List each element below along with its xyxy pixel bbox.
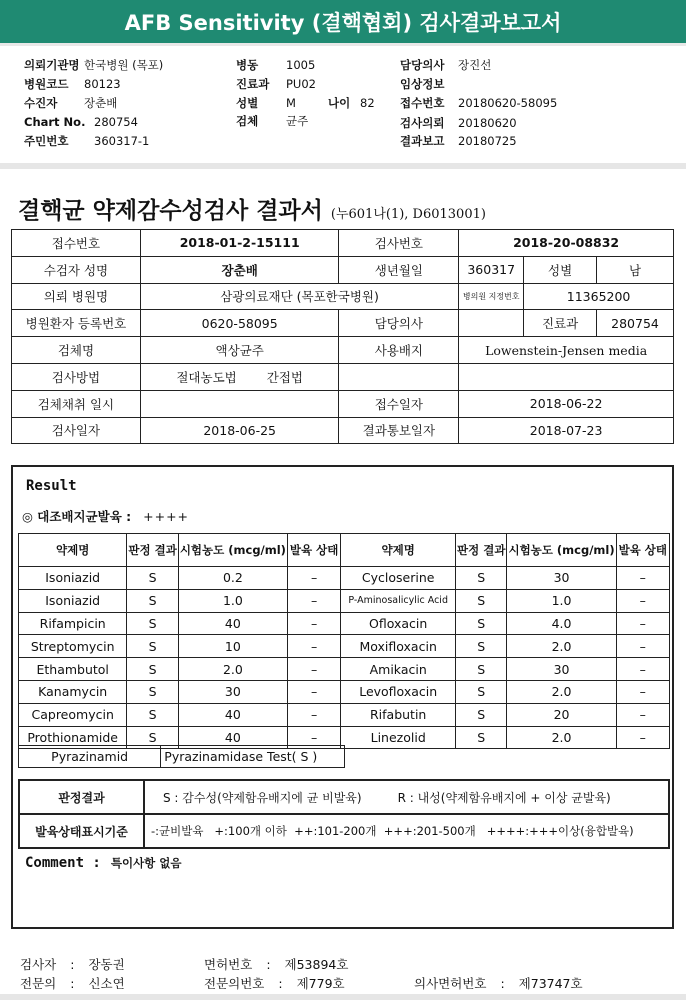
test-concentration: 10 bbox=[178, 635, 287, 658]
judge-header: 판정 결과 bbox=[456, 534, 507, 567]
medium-label: 사용배지 bbox=[339, 337, 459, 364]
footer-license: 면허번호 : 제53894호 bbox=[204, 957, 349, 972]
table-row bbox=[19, 567, 670, 590]
drug-table-header bbox=[19, 534, 670, 567]
test-concentration: 0.2 bbox=[178, 567, 287, 590]
test-concentration: 40 bbox=[178, 703, 287, 726]
institution-label: 의뢰기관명 bbox=[24, 58, 80, 72]
table-row bbox=[19, 680, 670, 703]
conc-header: 시험농도 (mcg/ml) bbox=[178, 534, 287, 567]
growth-status: – bbox=[287, 658, 340, 681]
institution-value: 한국병원 (목포) bbox=[84, 58, 164, 72]
judge-result: S bbox=[127, 658, 178, 681]
specialist-value: 신소연 bbox=[88, 976, 125, 991]
table-row bbox=[19, 780, 669, 814]
specimen-label: 검체 bbox=[236, 114, 259, 128]
method-1: 절대농도법 bbox=[176, 369, 237, 385]
judge-r: R : 내성(약제함유배지에 + 이상 균발육) bbox=[397, 790, 611, 805]
judge-result: S bbox=[127, 680, 178, 703]
chart-no-label: Chart No. bbox=[24, 115, 86, 129]
patient-label: 수진자 bbox=[24, 96, 58, 110]
chart-no-value: 280754 bbox=[94, 115, 138, 129]
table-row bbox=[19, 814, 669, 848]
age-value: 82 bbox=[360, 96, 375, 110]
growth-status: – bbox=[287, 589, 340, 612]
growth-status: – bbox=[287, 635, 340, 658]
judge-legend-label: 판정결과 bbox=[19, 780, 144, 814]
result-title: Result bbox=[26, 478, 77, 494]
test-concentration: 30 bbox=[507, 567, 616, 590]
test-concentration: 2.0 bbox=[507, 680, 616, 703]
reg-no-label: 병원환자 등록번호 bbox=[12, 310, 141, 337]
growth-status: – bbox=[287, 680, 340, 703]
empty-cell bbox=[339, 363, 459, 390]
growth-status: – bbox=[616, 589, 669, 612]
name-label: 수검자 성명 bbox=[12, 256, 141, 283]
comment-value: 특이사항 없음 bbox=[110, 856, 182, 870]
drug-name: Ethambutol bbox=[19, 658, 127, 681]
specialist-label: 전문의 bbox=[20, 976, 57, 991]
specialist-no-value: 제779호 bbox=[296, 976, 345, 991]
test-no-value: 2018-20-08832 bbox=[459, 230, 674, 257]
judge-result: S bbox=[127, 635, 178, 658]
legend-table bbox=[18, 779, 670, 849]
pyrazinamid-table bbox=[18, 745, 345, 768]
judge-s: S : 감수성(약제함유배지에 균 비발육) bbox=[163, 790, 362, 805]
receipt-no-label: 접수번호 bbox=[12, 230, 141, 257]
report-header: AFB Sensitivity (결핵협회) 검사결과보고서 bbox=[0, 0, 686, 46]
dept-label: 진료과 bbox=[524, 310, 597, 337]
growth-status: – bbox=[287, 726, 340, 749]
footer-tester: 검사자 : 장동권 bbox=[20, 957, 125, 972]
drug-name: Capreomycin bbox=[19, 703, 127, 726]
drug-name: Ofloxacin bbox=[341, 612, 456, 635]
test-concentration: 40 bbox=[178, 726, 287, 749]
test-concentration: 20 bbox=[507, 703, 616, 726]
specimen-label: 검체명 bbox=[12, 337, 141, 364]
judge-result: S bbox=[127, 726, 178, 749]
conc-header: 시험농도 (mcg/ml) bbox=[507, 534, 616, 567]
collect-value bbox=[140, 390, 339, 417]
judge-result: S bbox=[456, 612, 507, 635]
drug-name: Cycloserine bbox=[341, 567, 456, 590]
department-value: PU02 bbox=[286, 77, 316, 91]
judge-result: S bbox=[127, 612, 178, 635]
doctor-label: 담당의사 bbox=[339, 310, 459, 337]
designated-value: 11365200 bbox=[524, 283, 674, 310]
ward-value: 1005 bbox=[286, 58, 316, 72]
growth-legend-value: -:균비발육 +:100개 이하 ++:101-200개 +++:201-500개 ++++:+++이상(융합발육) bbox=[144, 814, 669, 848]
reg-no-value: 0620-58095 bbox=[140, 310, 339, 337]
received-value: 2018-06-22 bbox=[459, 390, 674, 417]
footer-specialist: 전문의 : 신소연 bbox=[20, 976, 125, 991]
hospital-code-label: 병원코드 bbox=[24, 77, 69, 91]
hospital-label: 의뢰 병원명 bbox=[12, 283, 141, 310]
test-no-label: 검사번호 bbox=[339, 230, 459, 257]
test-concentration: 1.0 bbox=[178, 589, 287, 612]
specimen-value: 액상균주 bbox=[140, 337, 339, 364]
table-row bbox=[12, 363, 674, 390]
judge-result: S bbox=[456, 680, 507, 703]
collect-label: 검체채취 일시 bbox=[12, 390, 141, 417]
receipt-no-value: 2018-01-2-15111 bbox=[140, 230, 339, 257]
judge-result: S bbox=[456, 658, 507, 681]
test-concentration: 2.0 bbox=[507, 635, 616, 658]
table-row bbox=[12, 230, 674, 257]
drug-name: Streptomycin bbox=[19, 635, 127, 658]
hospital-value: 삼광의료재단 (목포한국병원) bbox=[140, 283, 458, 310]
license-label: 면허번호 bbox=[204, 957, 253, 972]
judge-result: S bbox=[456, 635, 507, 658]
drug-header: 약제명 bbox=[341, 534, 456, 567]
growth-status: – bbox=[616, 680, 669, 703]
growth-legend-label: 발육상태표시기준 bbox=[19, 814, 144, 848]
test-concentration: 40 bbox=[178, 612, 287, 635]
age-label: 나이 bbox=[328, 96, 351, 110]
drug-name: Prothionamide bbox=[19, 726, 127, 749]
drug-name: Linezolid bbox=[341, 726, 456, 749]
table-row bbox=[12, 337, 674, 364]
drug-name: Moxifloxacin bbox=[341, 635, 456, 658]
growth-status: – bbox=[287, 612, 340, 635]
birth-label: 생년월일 bbox=[339, 256, 459, 283]
drug-name: Isoniazid bbox=[19, 589, 127, 612]
table-row bbox=[12, 417, 674, 444]
report-code: (누601나(1), D6013001) bbox=[330, 207, 486, 222]
test-concentration: 2.0 bbox=[178, 658, 287, 681]
drug-header: 약제명 bbox=[19, 534, 127, 567]
pyrazinamid-drug: Pyrazinamid bbox=[19, 746, 161, 768]
drug-table bbox=[18, 533, 670, 749]
empty-cell bbox=[459, 363, 674, 390]
test-concentration: 2.0 bbox=[507, 726, 616, 749]
report-date-value: 20180725 bbox=[458, 134, 517, 148]
growth-status: – bbox=[616, 567, 669, 590]
judge-legend-value bbox=[144, 780, 669, 814]
judge-result: S bbox=[127, 589, 178, 612]
name-value: 장춘배 bbox=[140, 256, 339, 283]
doctor-value: 장진선 bbox=[458, 58, 492, 72]
doctor-value bbox=[459, 310, 524, 337]
tester-value: 장동권 bbox=[88, 957, 125, 972]
request-date-value: 20180620 bbox=[458, 116, 517, 130]
specimen-value: 균주 bbox=[286, 114, 309, 128]
patient-info bbox=[0, 50, 686, 162]
control-value: ++++ bbox=[143, 509, 190, 524]
table-row bbox=[19, 703, 670, 726]
growth-status: – bbox=[616, 635, 669, 658]
report-title-text: 결핵균 약제감수성검사 결과서 bbox=[18, 197, 323, 224]
growth-header: 발육 상태 bbox=[287, 534, 340, 567]
doctor-license-label: 의사면허번호 bbox=[414, 976, 487, 991]
drug-name: Kanamycin bbox=[19, 680, 127, 703]
doctor-license-value: 제73747호 bbox=[518, 976, 583, 991]
judge-result: S bbox=[456, 703, 507, 726]
test-concentration: 30 bbox=[178, 680, 287, 703]
section-divider bbox=[0, 163, 686, 169]
doctor-label: 담당의사 bbox=[400, 58, 445, 72]
notify-label: 결과통보일자 bbox=[339, 417, 459, 444]
drug-name: Levofloxacin bbox=[341, 680, 456, 703]
specialist-no-label: 전문의번호 bbox=[204, 976, 265, 991]
drug-name: Isoniazid bbox=[19, 567, 127, 590]
ward-label: 병동 bbox=[236, 58, 259, 72]
patient-value: 장춘배 bbox=[84, 96, 118, 110]
clinical-info-label: 임상정보 bbox=[400, 77, 445, 91]
dept-value: 280754 bbox=[597, 310, 674, 337]
growth-status: – bbox=[616, 612, 669, 635]
test-concentration: 4.0 bbox=[507, 612, 616, 635]
judge-result: S bbox=[456, 726, 507, 749]
judge-result: S bbox=[127, 703, 178, 726]
bottom-divider bbox=[0, 994, 686, 1000]
method-value bbox=[140, 363, 339, 390]
judge-result: S bbox=[127, 567, 178, 590]
drug-name: Rifampicin bbox=[19, 612, 127, 635]
table-row bbox=[12, 283, 674, 310]
sex-label: 성별 bbox=[236, 96, 259, 110]
sex-value: 남 bbox=[597, 256, 674, 283]
method-label: 검사방법 bbox=[12, 363, 141, 390]
pyrazinamid-test: Pyrazinamidase Test( S ) bbox=[161, 746, 345, 768]
growth-status: – bbox=[287, 567, 340, 590]
judge-header: 판정 결과 bbox=[127, 534, 178, 567]
license-value: 제53894호 bbox=[284, 957, 349, 972]
table-row bbox=[12, 310, 674, 337]
receipt-no-label: 접수번호 bbox=[400, 96, 445, 110]
resident-no-value: 360317-1 bbox=[94, 134, 150, 148]
drug-name: P-Aminosalicylic Acid bbox=[341, 589, 456, 612]
report-title bbox=[18, 192, 486, 225]
patient-table bbox=[11, 229, 674, 444]
control-growth bbox=[22, 507, 189, 525]
notify-value: 2018-07-23 bbox=[459, 417, 674, 444]
table-row bbox=[19, 612, 670, 635]
table-row bbox=[12, 390, 674, 417]
test-date-label: 검사일자 bbox=[12, 417, 141, 444]
table-row bbox=[19, 635, 670, 658]
sex-label: 성별 bbox=[524, 256, 597, 283]
request-date-label: 검사의뢰 bbox=[400, 116, 445, 130]
designated-label: 병의원 지정번호 bbox=[459, 283, 524, 310]
test-concentration: 1.0 bbox=[507, 589, 616, 612]
sex-value: M bbox=[286, 96, 296, 110]
growth-status: – bbox=[616, 726, 669, 749]
growth-header: 발육 상태 bbox=[616, 534, 669, 567]
table-row bbox=[19, 746, 345, 768]
receipt-no-value: 20180620-58095 bbox=[458, 96, 558, 110]
medium-value: Lowenstein-Jensen media bbox=[459, 337, 674, 364]
test-date-value: 2018-06-25 bbox=[140, 417, 339, 444]
method-2: 간접법 bbox=[266, 369, 303, 385]
growth-status: – bbox=[616, 658, 669, 681]
test-concentration: 30 bbox=[507, 658, 616, 681]
table-row bbox=[19, 658, 670, 681]
received-label: 접수일자 bbox=[339, 390, 459, 417]
report-date-label: 결과보고 bbox=[400, 134, 445, 148]
control-label: ◎ 대조배지균발육 : bbox=[22, 509, 132, 524]
table-row bbox=[19, 589, 670, 612]
footer-specialist-no: 전문의번호 : 제779호 bbox=[204, 976, 345, 991]
hospital-code-value: 80123 bbox=[84, 77, 121, 91]
drug-name: Rifabutin bbox=[341, 703, 456, 726]
growth-status: – bbox=[616, 703, 669, 726]
department-label: 진료과 bbox=[236, 77, 270, 91]
table-row bbox=[12, 256, 674, 283]
drug-name: Amikacin bbox=[341, 658, 456, 681]
growth-status: – bbox=[287, 703, 340, 726]
judge-result: S bbox=[456, 589, 507, 612]
resident-no-label: 주민번호 bbox=[24, 134, 69, 148]
birth-value: 360317 bbox=[459, 256, 524, 283]
comment-label: Comment : bbox=[25, 855, 101, 871]
judge-result: S bbox=[456, 567, 507, 590]
footer-doctor-license: 의사면허번호 : 제73747호 bbox=[414, 976, 583, 991]
comment bbox=[25, 852, 182, 871]
tester-label: 검사자 bbox=[20, 957, 57, 972]
